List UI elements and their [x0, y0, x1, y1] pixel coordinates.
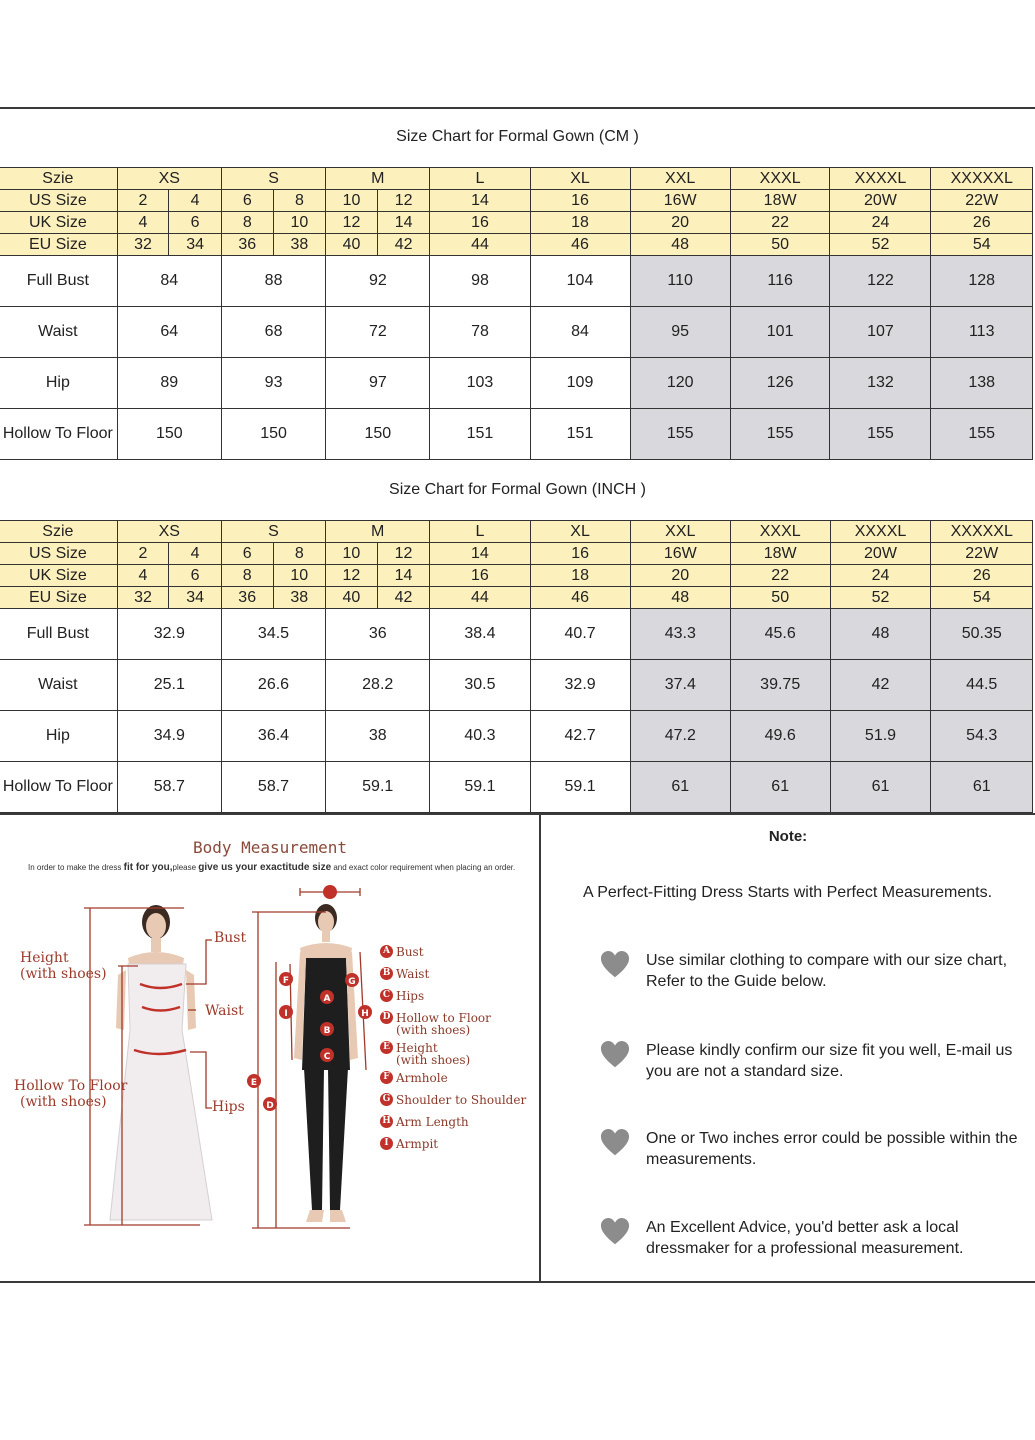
table-cell: 110 [630, 256, 730, 307]
note-tip [600, 1217, 1035, 1259]
row-label: Waist [0, 307, 117, 358]
table-cell: 38 [326, 711, 430, 762]
table-cell: 44 [430, 587, 530, 609]
body-measurement-subtitle: In order to make the dress fit for you,please give us your exactitude size and exact color requirement when placing an order. [28, 862, 516, 873]
table-cell: 12 [326, 565, 378, 587]
legend-text: Shoulder to Shoulder [396, 1093, 527, 1107]
table-cell: 4 [169, 543, 222, 565]
table-cell: 68 [221, 307, 325, 358]
table-cell: 151 [430, 409, 530, 460]
table-cell: 34 [169, 234, 222, 256]
table-cell: M [326, 168, 430, 190]
gown-figure [110, 905, 212, 1220]
table-cell: 6 [169, 212, 222, 234]
legend-item [380, 989, 526, 1011]
table-cell: 12 [377, 190, 430, 212]
table-cell: 61 [630, 762, 730, 813]
table-cell: 4 [169, 190, 222, 212]
legend-item [380, 967, 526, 989]
table-cell: 18W [730, 190, 830, 212]
table-cell: 46 [530, 234, 630, 256]
row-label: Full Bust [0, 609, 117, 660]
table-cell: 24 [830, 565, 931, 587]
table-cell: 50.35 [931, 609, 1033, 660]
table-cell: 38 [273, 587, 326, 609]
header-row [0, 190, 1033, 212]
table-cell: 8 [273, 190, 326, 212]
table-cell: 155 [730, 409, 830, 460]
table-cell: 52 [830, 234, 931, 256]
legend-letter: I [380, 1137, 393, 1150]
svg-text:F: F [282, 976, 290, 986]
measurement-row [0, 256, 1033, 307]
waist-label: Waist [205, 1003, 244, 1019]
table-cell: 38.4 [430, 609, 530, 660]
legend-text: Waist [396, 967, 430, 981]
table-cell: 26.6 [221, 660, 325, 711]
row-label: Hip [0, 711, 117, 762]
note-tip [600, 1128, 1035, 1170]
table-cell: L [430, 168, 530, 190]
table-cell: 36 [326, 609, 430, 660]
row-label: EU Size [0, 587, 117, 609]
note-tip-text: One or Two inches error could be possible within the measurements. [646, 1130, 1018, 1168]
table-cell: 52 [830, 587, 931, 609]
svg-text:C: C [323, 1052, 331, 1062]
table-cell: 120 [630, 358, 730, 409]
table-cell: 59.1 [530, 762, 630, 813]
table-cell: 34.9 [117, 711, 221, 762]
legend-item [380, 1093, 526, 1115]
table-cell: 155 [931, 409, 1033, 460]
table-cell: 101 [730, 307, 830, 358]
table-cell: 30.5 [430, 660, 530, 711]
table-cell: 10 [326, 543, 378, 565]
table-cell: 132 [830, 358, 931, 409]
table-cell: 40 [326, 234, 378, 256]
table-cell: 2 [117, 543, 169, 565]
table-cell: 20 [630, 565, 730, 587]
table-cell: 18 [530, 212, 630, 234]
table-cell: 89 [117, 358, 221, 409]
table-cell: 42 [377, 234, 430, 256]
cm-table-title: Size Chart for Formal Gown (CM ) [396, 128, 639, 145]
table-cell: 8 [273, 543, 326, 565]
note-tip-text: An Excellent Advice, you'd better ask a local dressmaker for a professional measurement. [646, 1219, 964, 1257]
row-label: Full Bust [0, 256, 117, 307]
table-cell: 61 [730, 762, 830, 813]
table-cell: XXXXL [830, 168, 931, 190]
hips-label: Hips [212, 1099, 245, 1115]
bust-label: Bust [214, 930, 247, 946]
table-cell: 22W [931, 543, 1033, 565]
legend-item [380, 1115, 526, 1137]
table-cell: 34.5 [221, 609, 325, 660]
table-cell: 151 [530, 409, 630, 460]
note-tip-text: Use similar clothing to compare with our size chart, Refer to the Guide below. [646, 952, 1008, 990]
header-row [0, 234, 1033, 256]
table-cell: 48 [630, 587, 730, 609]
table-cell: XS [117, 521, 221, 543]
table-cell: 58.7 [221, 762, 325, 813]
table-cell: 4 [117, 212, 169, 234]
table-cell: 16W [630, 190, 730, 212]
table-cell: 150 [326, 409, 430, 460]
table-cell: 46 [530, 587, 630, 609]
table-cell: 8 [221, 212, 273, 234]
row-label: UK Size [0, 212, 117, 234]
row-label: Szie [0, 521, 117, 543]
header-row [0, 543, 1033, 565]
table-cell: 14 [377, 212, 430, 234]
legend-text: Hips [396, 989, 425, 1003]
table-cell: 18 [530, 565, 630, 587]
table-cell: 12 [377, 543, 430, 565]
table-cell: 113 [931, 307, 1033, 358]
table-cell: 61 [931, 762, 1033, 813]
legend-text: Bust [396, 945, 424, 959]
table-cell: 20W [830, 190, 931, 212]
header-row [0, 565, 1033, 587]
table-cell: XS [117, 168, 221, 190]
section-divider [0, 813, 1035, 815]
table-cell: L [430, 521, 530, 543]
legend-letter: B [380, 967, 393, 980]
svg-text:A: A [323, 994, 331, 1004]
hollow-to-floor-label: Hollow To Floor (with shoes) [14, 1078, 128, 1110]
table-cell: 109 [530, 358, 630, 409]
legend-letter: F [380, 1071, 393, 1084]
table-cell: 128 [931, 256, 1033, 307]
table-cell: 20 [630, 212, 730, 234]
table-cell: 116 [730, 256, 830, 307]
table-cell: 48 [630, 234, 730, 256]
table-cell: 42 [377, 587, 430, 609]
table-cell: 103 [430, 358, 530, 409]
table-cell: 34 [169, 587, 222, 609]
table-cell: 61 [830, 762, 931, 813]
table-cell: 32.9 [530, 660, 630, 711]
table-cell: XXXXXL [931, 521, 1033, 543]
table-cell: 14 [430, 543, 530, 565]
cm-size-table [0, 167, 1033, 460]
table-cell: 97 [326, 358, 430, 409]
table-cell: 58.7 [117, 762, 221, 813]
heart-icon [600, 950, 630, 980]
note-intro: A Perfect-Fitting Dress Starts with Perfect Measurements. [583, 884, 993, 901]
measurement-row [0, 660, 1033, 711]
svg-text:I: I [284, 1009, 288, 1019]
table-cell: 32 [117, 587, 169, 609]
table-cell: 95 [630, 307, 730, 358]
table-cell: 43.3 [630, 609, 730, 660]
table-cell: 16 [530, 190, 630, 212]
table-cell: 126 [730, 358, 830, 409]
header-row [0, 587, 1033, 609]
table-cell: 8 [221, 565, 273, 587]
table-cell: XXL [630, 168, 730, 190]
table-cell: 92 [326, 256, 430, 307]
table-cell: S [221, 521, 325, 543]
table-cell: 37.4 [630, 660, 730, 711]
table-cell: 51.9 [830, 711, 931, 762]
table-cell: 32 [117, 234, 169, 256]
table-cell: 155 [630, 409, 730, 460]
table-cell: 16 [430, 212, 530, 234]
legend-letter: C [380, 989, 393, 1002]
table-cell: 25.1 [117, 660, 221, 711]
legend-text: Armpit [396, 1137, 439, 1151]
table-cell: 42.7 [530, 711, 630, 762]
row-label: US Size [0, 543, 117, 565]
table-cell: 93 [221, 358, 325, 409]
height-label: Height (with shoes) [20, 950, 107, 982]
svg-text:D: D [266, 1101, 274, 1111]
row-label: Waist [0, 660, 117, 711]
svg-text:E: E [250, 1078, 258, 1088]
row-label: Hip [0, 358, 117, 409]
table-cell: 98 [430, 256, 530, 307]
table-cell: 44.5 [931, 660, 1033, 711]
table-cell: XL [530, 168, 630, 190]
table-cell: 59.1 [430, 762, 530, 813]
note-title: Note: [768, 828, 808, 845]
table-cell: 10 [273, 212, 326, 234]
row-label: UK Size [0, 565, 117, 587]
table-cell: 50 [730, 234, 830, 256]
inch-table-title: Size Chart for Formal Gown (INCH ) [389, 481, 646, 498]
legend-letter: G [380, 1093, 393, 1106]
legend-text: Armhole [396, 1071, 448, 1085]
table-cell: 40.7 [530, 609, 630, 660]
row-label: Hollow To Floor [0, 762, 117, 813]
table-cell: 39.75 [730, 660, 830, 711]
table-cell: 84 [117, 256, 221, 307]
table-cell: 59.1 [326, 762, 430, 813]
table-cell: 16W [630, 543, 730, 565]
table-cell: 22 [730, 565, 830, 587]
note-tip [600, 950, 1035, 992]
inch-size-table [0, 520, 1033, 813]
table-cell: 12 [326, 212, 378, 234]
heart-icon [600, 1128, 630, 1158]
table-cell: 6 [221, 543, 273, 565]
table-cell: 54.3 [931, 711, 1033, 762]
table-cell: 107 [830, 307, 931, 358]
table-cell: S [221, 168, 325, 190]
row-label: US Size [0, 190, 117, 212]
table-cell: XXXL [730, 521, 830, 543]
table-cell: 20W [830, 543, 931, 565]
measurement-legend [380, 945, 526, 1159]
table-cell: 50 [730, 587, 830, 609]
table-cell: 22 [730, 212, 830, 234]
header-row [0, 168, 1033, 190]
table-cell: 16 [530, 543, 630, 565]
table-cell: M [326, 521, 430, 543]
measurement-row [0, 358, 1033, 409]
table-cell: 122 [830, 256, 931, 307]
table-cell: 44 [430, 234, 530, 256]
measurement-row [0, 307, 1033, 358]
legend-letter: E [380, 1041, 393, 1054]
table-cell: XXXXXL [931, 168, 1033, 190]
legend-text: Height (with shoes) [396, 1041, 471, 1067]
table-cell: 14 [430, 190, 530, 212]
table-cell: 36 [221, 234, 273, 256]
table-cell: 26 [931, 212, 1033, 234]
table-cell: 14 [377, 565, 430, 587]
measurement-row [0, 609, 1033, 660]
table-cell: 36 [221, 587, 273, 609]
svg-text:H: H [361, 1009, 369, 1019]
table-cell: XXXL [730, 168, 830, 190]
legend-letter: A [380, 945, 393, 958]
measurement-row [0, 409, 1033, 460]
table-cell: 42 [830, 660, 931, 711]
legend-item [380, 1011, 526, 1041]
legend-text: Hollow to Floor (with shoes) [396, 1011, 491, 1037]
table-cell: 72 [326, 307, 430, 358]
table-cell: 138 [931, 358, 1033, 409]
table-cell: 150 [117, 409, 221, 460]
svg-text:G: G [348, 977, 356, 987]
measurement-row [0, 711, 1033, 762]
legend-item [380, 945, 526, 967]
table-cell: 26 [931, 565, 1033, 587]
note-tip-text: Please kindly confirm our size fit you well, E-mail us you are not a standard size. [646, 1042, 1013, 1080]
model-figure [294, 904, 358, 1222]
table-cell: 24 [830, 212, 931, 234]
legend-text: Arm Length [396, 1115, 469, 1129]
table-cell: 54 [931, 234, 1033, 256]
table-cell: 32.9 [117, 609, 221, 660]
table-cell: 88 [221, 256, 325, 307]
table-cell: 104 [530, 256, 630, 307]
table-cell: 38 [273, 234, 326, 256]
table-cell: 16 [430, 565, 530, 587]
legend-item [380, 1071, 526, 1093]
heart-icon [600, 1040, 630, 1070]
row-label: Szie [0, 168, 117, 190]
table-cell: 2 [117, 190, 169, 212]
table-cell: 64 [117, 307, 221, 358]
table-cell: 36.4 [221, 711, 325, 762]
table-cell: 10 [326, 190, 378, 212]
row-label: EU Size [0, 234, 117, 256]
table-cell: 47.2 [630, 711, 730, 762]
table-cell: 6 [169, 565, 222, 587]
table-cell: 48 [830, 609, 931, 660]
table-cell: 18W [730, 543, 830, 565]
table-cell: 84 [530, 307, 630, 358]
table-cell: XXXXL [830, 521, 931, 543]
note-tip [600, 1040, 1035, 1082]
table-cell: 4 [117, 565, 169, 587]
legend-item [380, 1041, 526, 1071]
header-row [0, 212, 1033, 234]
legend-item [380, 1137, 526, 1159]
table-cell: XXL [630, 521, 730, 543]
header-row [0, 521, 1033, 543]
table-cell: 22W [931, 190, 1033, 212]
body-measurement-title: Body Measurement [192, 838, 348, 857]
table-cell: 155 [830, 409, 931, 460]
table-cell: 28.2 [326, 660, 430, 711]
svg-text:B: B [323, 1026, 331, 1036]
table-cell: 6 [221, 190, 273, 212]
table-cell: 78 [430, 307, 530, 358]
table-cell: 150 [221, 409, 325, 460]
table-cell: 10 [273, 565, 326, 587]
legend-letter: H [380, 1115, 393, 1128]
table-cell: 45.6 [730, 609, 830, 660]
table-cell: 40.3 [430, 711, 530, 762]
table-cell: 40 [326, 587, 378, 609]
table-cell: XL [530, 521, 630, 543]
row-label: Hollow To Floor [0, 409, 117, 460]
legend-letter: D [380, 1011, 393, 1024]
heart-icon [600, 1217, 630, 1247]
table-cell: 49.6 [730, 711, 830, 762]
table-cell: 54 [931, 587, 1033, 609]
measurement-row [0, 762, 1033, 813]
